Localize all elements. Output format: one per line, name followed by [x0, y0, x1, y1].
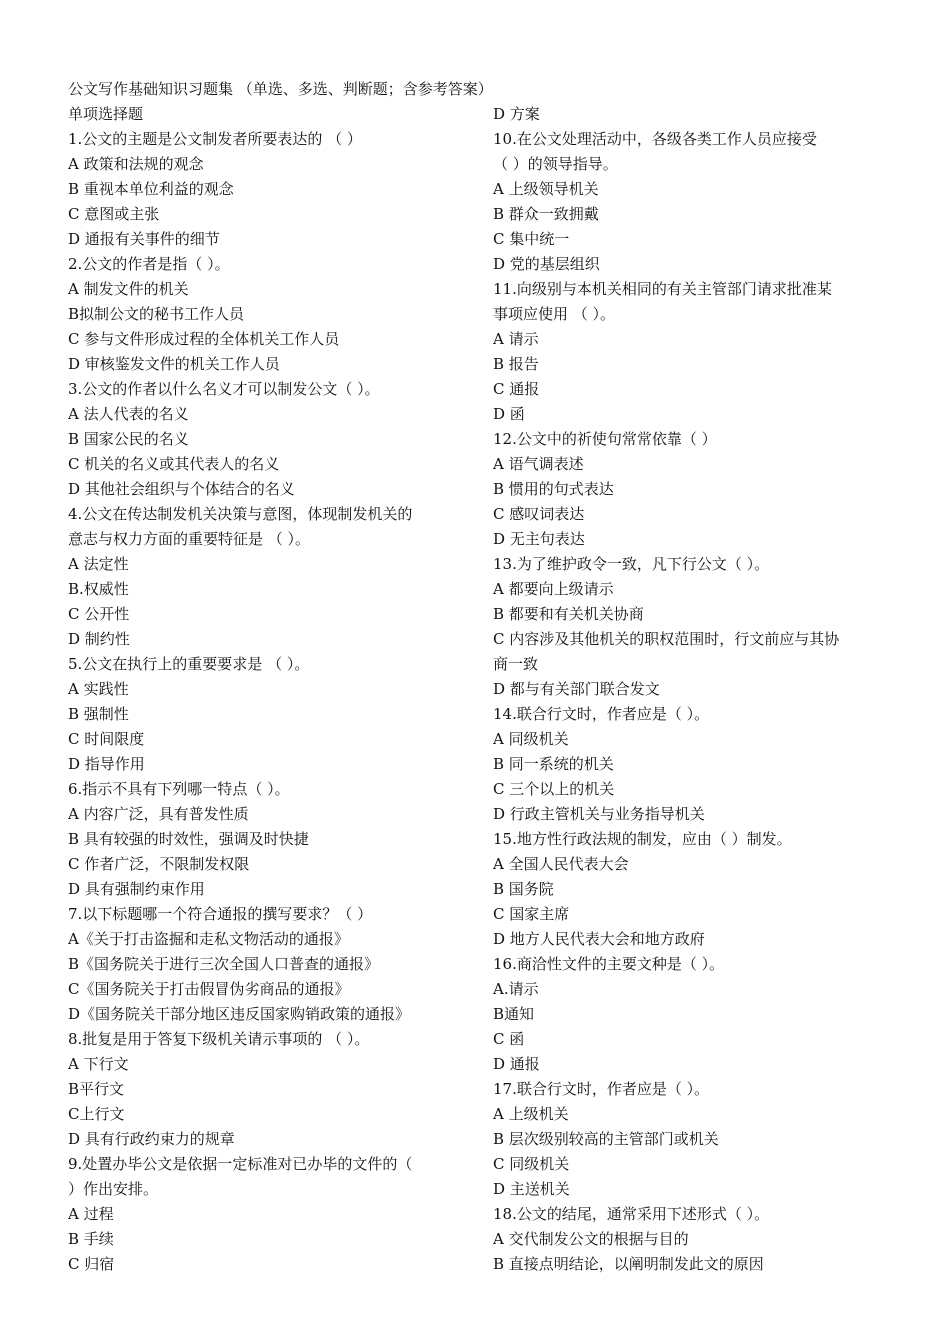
text-line: 6.指示不具有下列哪一特点（ ）。	[68, 780, 290, 798]
right-column	[493, 102, 885, 1277]
text-line: B《国务院关于进行三次全国人口普查的通报》	[68, 955, 380, 973]
text-line: B 手续	[68, 1230, 114, 1248]
text-line: 9.处置办毕公文是依据一定标准对已办毕的文件的（	[68, 1155, 413, 1173]
text-line: 1.公文的主题是公文制发者所要表达的 （ ）	[68, 130, 362, 148]
text-line: C 集中统一	[493, 230, 570, 248]
text-line: B 惯用的句式表达	[493, 480, 614, 498]
text-line: 商一致	[493, 655, 539, 673]
text-line: B 强制性	[68, 705, 129, 723]
text-line: D 通报有关事件的细节	[68, 230, 220, 248]
text-line: C 作者广泛，不限制发权限	[68, 855, 250, 873]
text-line: A 交代制发公文的根据与目的	[493, 1230, 689, 1248]
text-line: B通知	[493, 1005, 535, 1023]
text-line: C 感叹词表达	[493, 505, 585, 523]
text-line: B 报告	[493, 355, 539, 373]
text-line: C 归宿	[68, 1255, 115, 1273]
text-line: C 三个以上的机关	[493, 780, 615, 798]
text-line: 事项应使用 （ ）。	[493, 305, 616, 323]
text-line: 10.在公文处理活动中，各级各类工作人员应接受	[493, 130, 817, 148]
text-line: C 参与文件形成过程的全体机关工作人员	[68, 330, 340, 348]
text-line: C 同级机关	[493, 1155, 570, 1173]
text-line: C 时间限度	[68, 730, 145, 748]
text-line: 11.向级别与本机关相同的有关主管部门请求批准某	[493, 280, 832, 298]
text-line: C 函	[493, 1030, 525, 1048]
text-line: A 法人代表的名义	[68, 405, 189, 423]
text-line: D 函	[493, 405, 525, 423]
text-line: D《国务院关干部分地区违反国家购销政策的通报》	[68, 1005, 411, 1023]
text-line: D 都与有关部门联合发文	[493, 680, 660, 698]
text-line: B 同一系统的机关	[493, 755, 614, 773]
text-line: B 群众一致拥戴	[493, 205, 599, 223]
text-line: A 制发文件的机关	[68, 280, 189, 298]
text-line: A 全国人民代表大会	[493, 855, 629, 873]
text-line: C《国务院关于打击假冒伪劣商品的通报》	[68, 980, 350, 998]
text-line: D 无主句表达	[493, 530, 585, 548]
text-line: A 法定性	[68, 555, 129, 573]
text-line: B 都要和有关机关协商	[493, 605, 644, 623]
text-line: D 地方人民代表大会和地方政府	[493, 930, 705, 948]
text-line: A 实践性	[68, 680, 129, 698]
text-line: 16.商洽性文件的主要文种是（ ）。	[493, 955, 725, 973]
text-line: 13.为了维护政令一致，凡下行公文（ ）。	[493, 555, 770, 573]
text-line: A《关于打击盗掘和走私文物活动的通报》	[68, 930, 349, 948]
text-line: A 上级机关	[493, 1105, 569, 1123]
text-line: D 党的基层组织	[493, 255, 600, 273]
text-line: B 国务院	[493, 880, 554, 898]
text-line: A 都要向上级请示	[493, 580, 614, 598]
text-line: D 主送机关	[493, 1180, 570, 1198]
text-line: A 同级机关	[493, 730, 569, 748]
document-title: 公文写作基础知识习题集 （单选、多选、判断题；含参考答案）	[68, 80, 493, 98]
text-line: B平行文	[68, 1080, 125, 1098]
left-column	[68, 102, 468, 1277]
text-line: 2.公文的作者是指（ ）。	[68, 255, 230, 273]
text-line: C 通报	[493, 380, 540, 398]
text-line: A 上级领导机关	[493, 180, 599, 198]
text-line: D 具有强制约束作用	[68, 880, 205, 898]
text-line: D 指导作用	[68, 755, 145, 773]
text-line: 14.联合行文时，作者应是（ ）。	[493, 705, 710, 723]
text-line: C 内容涉及其他机关的职权范围时，行文前应与其协	[493, 630, 840, 648]
text-line: B 具有较强的时效性，强调及时快捷	[68, 830, 309, 848]
text-line: A.请示	[493, 980, 539, 998]
text-line: A 政策和法规的观念	[68, 155, 204, 173]
text-line: 意志与权力方面的重要特征是 （ ）。	[68, 530, 311, 548]
text-line: 3.公文的作者以什么名义才可以制发公文（ ）。	[68, 380, 380, 398]
text-line: D 其他社会组织与个体结合的名义	[68, 480, 295, 498]
text-line: B 直接点明结论，以阐明制发此文的原因	[493, 1255, 764, 1273]
text-line: B 国家公民的名义	[68, 430, 189, 448]
text-line: 8.批复是用于答复下级机关请示事项的 （ ）。	[68, 1030, 370, 1048]
text-line: 15.地方性行政法规的制发，应由（ ）制发。	[493, 830, 792, 848]
text-line: 7.以下标题哪一个符合通报的撰写要求？（ ）	[68, 905, 373, 923]
text-line: A 过程	[68, 1205, 114, 1223]
text-line: 12.公文中的祈使句常常依靠（ ）	[493, 430, 717, 448]
text-line: C上行文	[68, 1105, 125, 1123]
text-line: 18.公文的结尾，通常采用下述形式（ ）。	[493, 1205, 770, 1223]
text-line: D 通报	[493, 1055, 540, 1073]
text-line: D 制约性	[68, 630, 130, 648]
text-line: 17.联合行文时，作者应是（ ）。	[493, 1080, 710, 1098]
text-line: 4.公文在传达制发机关决策与意图，体现制发机关的	[68, 505, 413, 523]
text-line: D 行政主管机关与业务指导机关	[493, 805, 705, 823]
text-line: C 意图或主张	[68, 205, 160, 223]
text-line: B拟制公文的秘书工作人员	[68, 305, 245, 323]
text-line: C 机关的名义或其代表人的名义	[68, 455, 280, 473]
text-line: D 审核鉴发文件的机关工作人员	[68, 355, 280, 373]
text-line: ）作出安排。	[68, 1180, 159, 1198]
text-line: （ ）的领导指导。	[493, 155, 618, 173]
text-line: D 具有行政约束力的规章	[68, 1130, 235, 1148]
text-line: A 内容广泛，具有普发性质	[68, 805, 249, 823]
text-line: B 重视本单位利益的观念	[68, 180, 234, 198]
text-line: D 方案	[493, 105, 540, 123]
text-line: B.权威性	[68, 580, 129, 598]
text-line: B 层次级别较高的主管部门或机关	[493, 1130, 719, 1148]
text-line: 5.公文在执行上的重要要求是 （ ）。	[68, 655, 310, 673]
text-line: 单项选择题	[68, 105, 144, 123]
text-line: C 公开性	[68, 605, 130, 623]
text-line: A 语气调表述	[493, 455, 584, 473]
text-line: A 下行文	[68, 1055, 129, 1073]
text-line: A 请示	[493, 330, 539, 348]
text-line: C 国家主席	[493, 905, 570, 923]
